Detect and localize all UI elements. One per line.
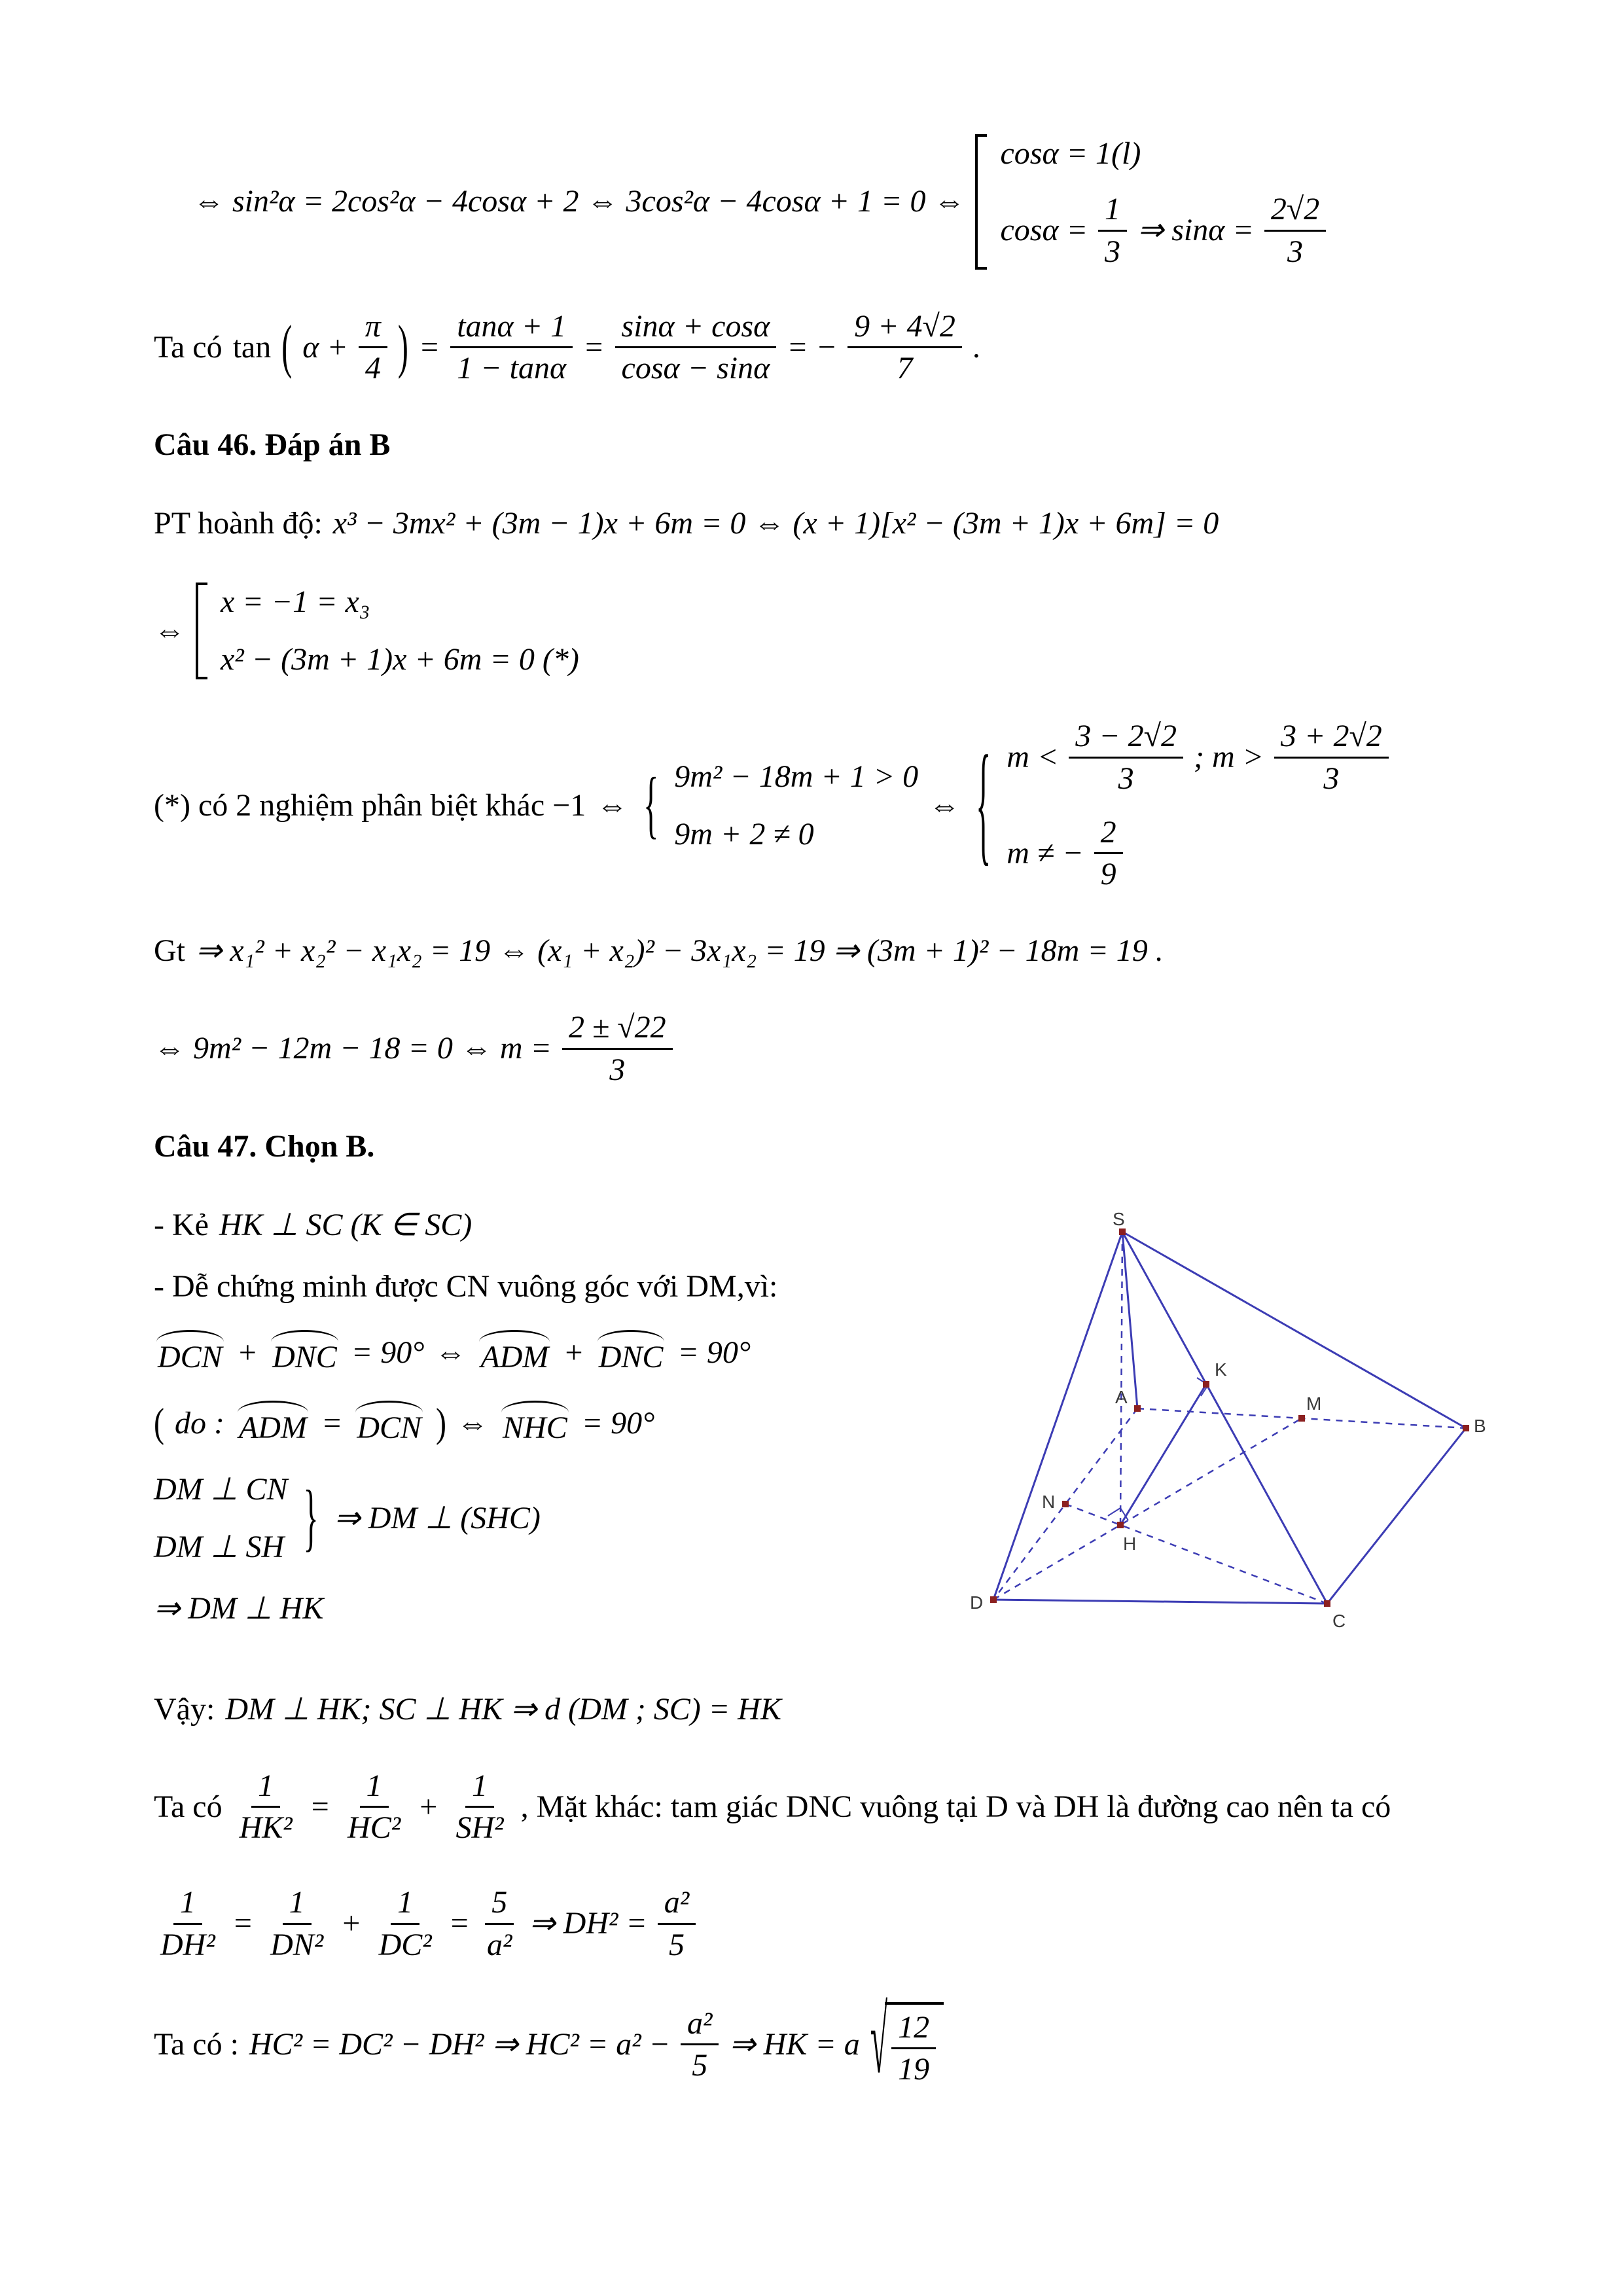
angle-name: ADM [476, 1329, 552, 1377]
fraction-denominator: DC² [378, 1927, 432, 1962]
fraction [359, 309, 387, 387]
text-label: - Kẻ [154, 1207, 209, 1242]
math-text: x = −1 = x₃ [221, 584, 370, 619]
math-text: ⇒ DM ⊥ HK [154, 1590, 324, 1626]
fraction-denominator: 19 [898, 2052, 930, 2087]
fraction-numerator: 2√2 [1264, 192, 1326, 232]
fraction-numerator: tanα + 1 [450, 309, 573, 349]
fraction-numerator: 1 [173, 1885, 202, 1925]
math-text: 9m² − 18m + 1 > 0 [674, 759, 919, 794]
math-text: cosα = 1(l) [1000, 136, 1141, 171]
figure-label-C: C [1332, 1610, 1346, 1631]
fraction-denominator: 7 [897, 351, 913, 386]
iff-arrow: ⇔ [596, 787, 628, 823]
figure-label-K: K [1215, 1359, 1227, 1380]
equation-tan [154, 309, 1525, 387]
fraction-numerator: 12 [891, 2010, 936, 2050]
fraction [658, 1885, 696, 1963]
math-text: ⇔ sin²α = 2cos²α − 4cosα + 2 ⇔ 3cos²α − 4cosα + 1 = 0 ⇔ [193, 184, 965, 219]
fraction [615, 309, 777, 387]
fraction [1069, 719, 1183, 797]
fraction [450, 309, 573, 387]
figure-label-N: N [1042, 1491, 1056, 1512]
case-rows [221, 583, 579, 679]
math-text: ⇔ 9m² − 12m − 18 = 0 ⇔ m = [154, 1031, 552, 1066]
iff-arrow: ⇔ [457, 1405, 489, 1441]
math-text: HC² = DC² − DH² ⇒ HC² = a² − [249, 2026, 671, 2062]
fraction [562, 1010, 673, 1088]
case-row [1000, 192, 1326, 270]
equation-dh [154, 1885, 1525, 1963]
fraction-denominator: 3 [1105, 234, 1121, 269]
math-text: ⇒ DM ⊥ (SHC) [334, 1500, 541, 1535]
math-text: + [418, 1789, 439, 1824]
figure-label-S: S [1113, 1211, 1125, 1229]
text-label: Gt [154, 933, 185, 968]
equation-vieta [154, 931, 1525, 971]
fraction-denominator: 3 [609, 1052, 626, 1087]
left-square-bracket [975, 134, 987, 270]
fraction [891, 2010, 936, 2088]
figure-label-H: H [1123, 1533, 1137, 1554]
math-text: ; m > [1194, 740, 1264, 775]
math-text: = [418, 329, 440, 365]
math-text: DM ⊥ HK; SC ⊥ HK ⇒ d (DM ; SC) = HK [225, 1691, 781, 1727]
math-text: = − [787, 329, 838, 365]
figure-label-A: A [1115, 1386, 1128, 1407]
square-root [870, 1989, 944, 2094]
fraction-denominator: HC² [348, 1810, 401, 1846]
text-label: PT hoành độ: [154, 506, 323, 541]
system-row [154, 1528, 288, 1567]
pyramid-figure [969, 1212, 1512, 1649]
fraction-denominator: a² [487, 1927, 512, 1962]
radical-sign: √ [870, 1989, 888, 2094]
equation-m-solution [154, 1010, 1525, 1088]
figure-dashed-edges [993, 1232, 1466, 1604]
math-text: do : [174, 1405, 224, 1441]
right-curly-brace: } [303, 1475, 319, 1559]
fraction-denominator: 1 − tanα [457, 351, 567, 386]
equation-conditions [154, 719, 1525, 892]
fraction [1098, 192, 1127, 270]
fraction-numerator: 9 + 4√2 [847, 309, 962, 349]
fraction [154, 1885, 222, 1963]
system-row [154, 1470, 288, 1509]
equation-hc [154, 1989, 1525, 2094]
math-text: ⇒ sinα = [1137, 213, 1254, 248]
case-row [1007, 719, 1389, 797]
text-label: Ta có : [154, 2026, 239, 2062]
math-text: DM ⊥ SH [154, 1529, 285, 1564]
fraction-denominator: 3 [1287, 234, 1304, 269]
vertex-points [990, 1229, 1469, 1607]
fraction-numerator: 1 [251, 1768, 280, 1808]
equation-hk [154, 1768, 1525, 1846]
fraction-numerator: 1 [283, 1885, 312, 1925]
text-label: Ta có [154, 1789, 223, 1824]
math-text: = [309, 1789, 331, 1824]
figure-container [926, 1206, 1525, 1649]
iff-arrow: ⇔ [929, 787, 961, 823]
fraction-denominator: DH² [160, 1927, 215, 1962]
math-text: = [321, 1405, 343, 1441]
math-text: = 90° [351, 1335, 425, 1370]
body-text: , Mặt khác: tam giác DNC vuông tại D và DH là đường cao nên ta có [520, 1789, 1391, 1824]
left-curly-brace: { [643, 762, 659, 846]
case-row [674, 815, 918, 854]
angle-name: NHC [499, 1399, 571, 1448]
math-text: DM ⊥ CN [154, 1471, 288, 1507]
fraction-denominator: 4 [365, 351, 381, 386]
math-text: x³ − 3mx² + (3m − 1)x + 6m = 0 ⇔ (x + 1)[x² − (3m + 1)x + 6m] = 0 [332, 506, 1219, 541]
fraction-numerator: 2 [1094, 815, 1123, 855]
equation-trig-cases [154, 134, 1525, 270]
fraction [264, 1885, 330, 1963]
function-name: tan [232, 329, 272, 365]
figure-label-D: D [970, 1592, 984, 1613]
angle-equation-2 [154, 1399, 926, 1448]
fraction-numerator: a² [658, 1885, 696, 1925]
angle-name: DCN [353, 1399, 425, 1448]
question-47-section [154, 1206, 1525, 1651]
fraction-denominator: 5 [668, 1927, 685, 1962]
fraction-denominator: 9 [1100, 857, 1116, 892]
math-text: ⇒ x₁² + x₂² − x₁x₂ = 19 ⇔ (x₁ + x₂)² − 3x₁x₂ = 19 ⇒ (3m + 1)² − 18m = 19 . [196, 933, 1164, 968]
case-group [196, 583, 579, 679]
angle-name: DNC [268, 1329, 341, 1377]
question-47-text-column [154, 1206, 926, 1651]
fraction-denominator: SH² [455, 1810, 504, 1846]
math-text: HK ⊥ SC (K ∈ SC) [219, 1207, 473, 1242]
fraction [372, 1885, 438, 1963]
fraction-numerator: π [359, 309, 387, 349]
fraction-denominator: 5 [692, 2048, 708, 2083]
fraction [1264, 192, 1326, 270]
math-text: m ≠ − [1007, 835, 1084, 870]
question-heading: Câu 47. Chọn B. [154, 1128, 375, 1164]
fraction-numerator: 1 [360, 1768, 389, 1808]
fraction [450, 1768, 510, 1846]
fraction-numerator: 1 [391, 1885, 419, 1925]
math-text: cosα = [1000, 213, 1088, 248]
system-rows [154, 1470, 288, 1567]
case-row [1007, 815, 1389, 893]
case-rows [1007, 719, 1389, 892]
math-text: x² − (3m + 1)x + 6m = 0 (*) [221, 642, 579, 677]
left-curly-brace: { [976, 729, 991, 879]
fraction [847, 309, 962, 387]
text-label: Ta có [154, 329, 223, 365]
math-text: m < [1007, 740, 1059, 775]
fraction-denominator: 3 [1118, 761, 1134, 796]
left-paren: ( [281, 314, 293, 380]
perpendicular-system [154, 1470, 926, 1567]
left-square-bracket [196, 583, 207, 679]
math-text: = 90° [677, 1335, 751, 1370]
case-rows [1000, 134, 1326, 270]
figure-solid-edges [993, 1232, 1466, 1604]
fraction-numerator: 2 ± √22 [562, 1010, 673, 1050]
figure-label-B: B [1474, 1415, 1486, 1436]
math-text: + [563, 1335, 584, 1370]
left-paren: ( [154, 1400, 164, 1446]
math-text: = 90° [581, 1405, 655, 1441]
fraction-numerator: a² [681, 2006, 719, 2046]
fraction-numerator: 5 [485, 1885, 514, 1925]
case-row [674, 757, 918, 797]
fraction-numerator: 1 [1098, 192, 1127, 232]
line-ke-hk [154, 1206, 926, 1245]
fraction [233, 1768, 299, 1846]
equation-cubic [154, 504, 1525, 543]
fraction [480, 1885, 518, 1963]
body-text: - Dễ chứng minh được CN vuông góc với DM,vì: [154, 1268, 778, 1304]
case-rows [674, 757, 918, 854]
math-text: = [583, 329, 605, 365]
question-47-heading-block [154, 1127, 1525, 1166]
line-de-chung-minh [154, 1267, 926, 1306]
question-heading: Câu 46. Đáp án B [154, 427, 391, 462]
right-paren: ) [436, 1400, 447, 1446]
question-46-heading-block [154, 425, 1525, 465]
fraction-denominator: HK² [239, 1810, 293, 1846]
angle-name: DNC [595, 1329, 668, 1377]
fraction [681, 2006, 719, 2084]
fraction [1274, 719, 1389, 797]
math-text: = [232, 1906, 254, 1941]
fraction [341, 1768, 407, 1846]
fraction-denominator: cosα − sinα [621, 351, 770, 386]
math-text: . [972, 329, 980, 365]
text-label: (*) có 2 nghiệm phân biệt khác −1 [154, 787, 586, 823]
fraction-numerator: 3 − 2√2 [1069, 719, 1183, 759]
math-text: + [236, 1335, 259, 1370]
conclusion-dm-hk [154, 1589, 926, 1628]
case-row [221, 583, 579, 622]
case-row [221, 640, 579, 679]
equation-root-cases [154, 583, 1525, 679]
angle-equation-1 [154, 1329, 926, 1377]
fraction [1094, 815, 1123, 893]
case-group [975, 134, 1326, 270]
math-text: + [340, 1906, 362, 1941]
math-text: 9m + 2 ≠ 0 [674, 816, 814, 852]
fraction-numerator: 3 + 2√2 [1274, 719, 1389, 759]
fraction-denominator: 3 [1323, 761, 1340, 796]
figure-label-M: M [1306, 1393, 1322, 1414]
case-row [1000, 134, 1326, 173]
fraction-numerator: sinα + cosα [615, 309, 777, 349]
right-paren: ) [397, 314, 408, 380]
iff-arrow: ⇔ [435, 1335, 467, 1370]
text-label: Vậy: [154, 1691, 215, 1727]
angle-name: ADM [235, 1399, 311, 1448]
math-text: ⇒ HK = a [729, 2026, 860, 2062]
math-text: α + [302, 329, 348, 365]
fraction-numerator: 1 [465, 1768, 494, 1808]
radicand [885, 2002, 944, 2088]
math-text: = [448, 1906, 471, 1941]
angle-name: DCN [154, 1329, 226, 1377]
math-text: ⇔ [154, 613, 185, 648]
conclusion-distance [154, 1690, 1525, 1729]
math-text: ⇒ DH² = [529, 1906, 647, 1941]
fraction-denominator: DN² [270, 1927, 324, 1962]
